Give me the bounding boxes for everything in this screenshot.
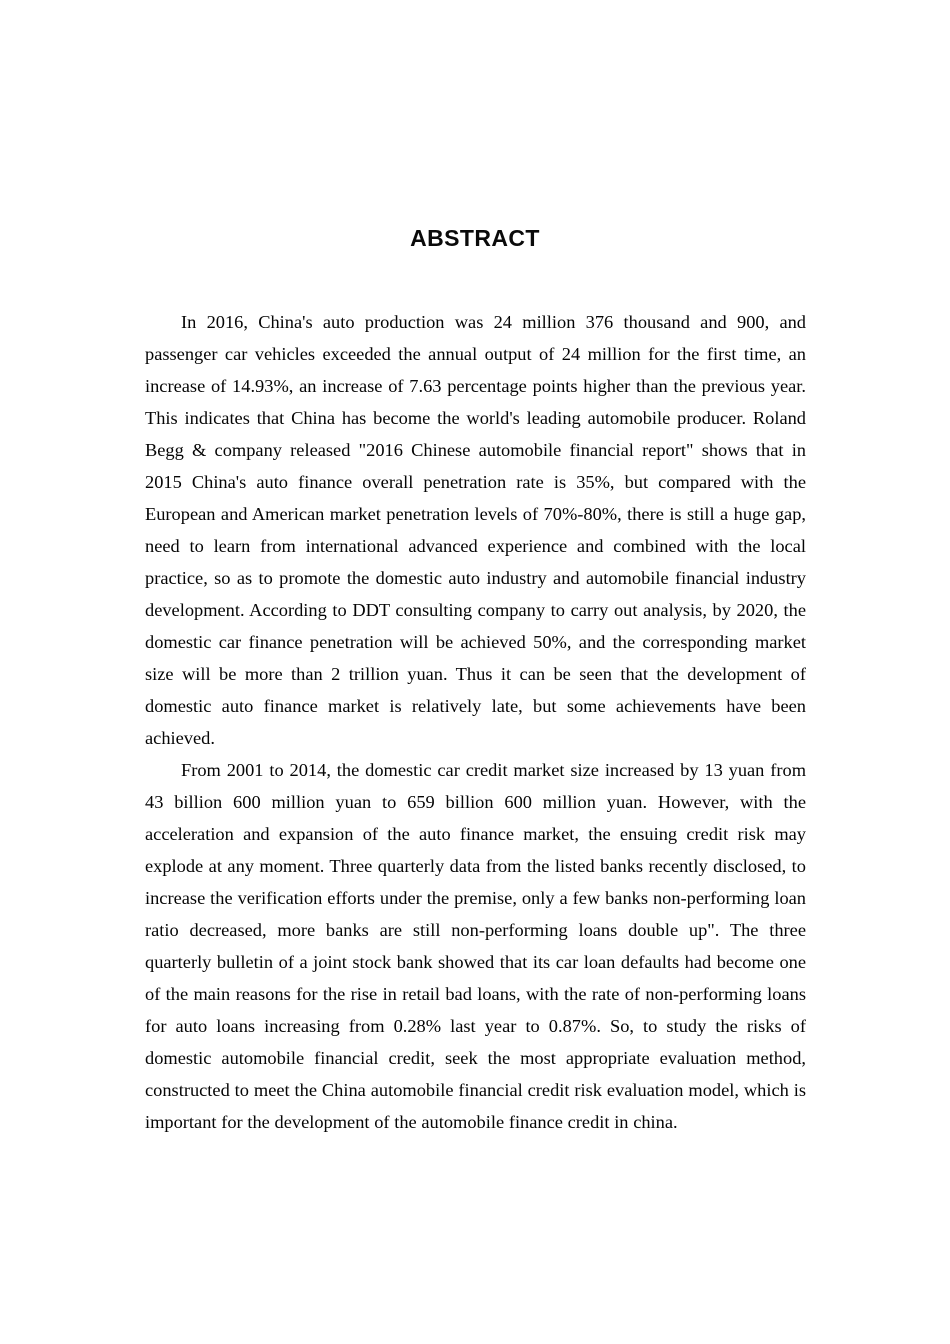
abstract-body (145, 306, 806, 1138)
abstract-paragraph-2: From 2001 to 2014, the domestic car credit market size increased by 13 yuan from 43 billion 600 million yuan to 659 billion 600 million yuan. However, with the acceleration and expansion of the auto finance market, the ensuing credit risk may explode at any moment. Three quarterly data from the listed banks recently disclosed, to increase the verification efforts under the premise, only a few banks non-performing loan ratio decreased, more banks are still non-performing loans double up". The three quarterly bulletin of a joint stock bank showed that its car loan defaults had become one of the main reasons for the rise in retail bad loans, with the rate of non-performing loans for auto loans increasing from 0.28% last year to 0.87%. So, to study the risks of domestic automobile financial credit, seek the most appropriate evaluation method, constructed to meet the China automobile financial credit risk evaluation model, which is important for the development of the automobile finance credit in china. (145, 760, 806, 1132)
abstract-paragraph-1: In 2016, China's auto production was 24 million 376 thousand and 900, and passenger car vehicles exceeded the annual output of 24 million for the first time, an increase of 14.93%, an increase of 7.63 percentage points higher than the previous year. This indicates that China has become the world's leading automobile producer. Roland Begg & company released "2016 Chinese automobile financial report" shows that in 2015 China's auto finance overall penetration rate is 35%, but compared with the European and American market penetration levels of 70%-80%, there is still a huge gap, need to learn from international advanced experience and combined with the local practice, so as to promote the domestic auto industry and automobile financial industry development. According to DDT consulting company to carry out analysis, by 2020, the domestic car finance penetration will be achieved 50%, and the corresponding market size will be more than 2 trillion yuan. Thus it can be seen that the development of domestic auto finance market is relatively late, but some achievements have been achieved. (145, 312, 806, 748)
page-title: ABSTRACT (410, 225, 540, 252)
